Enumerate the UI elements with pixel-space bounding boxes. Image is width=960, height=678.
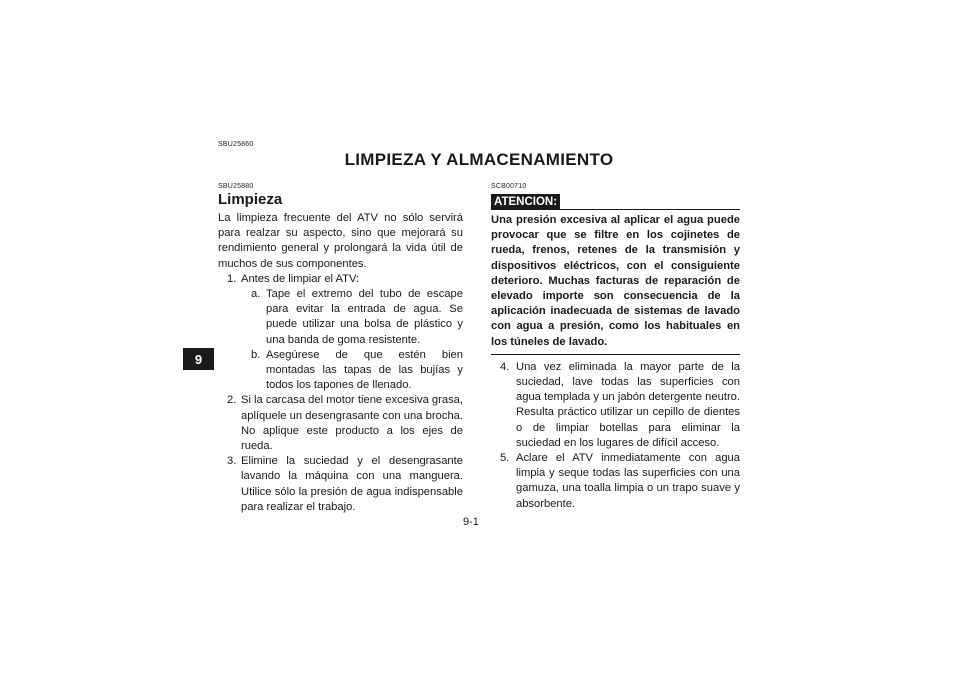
list-item-text: Si la carcasa del motor tiene excesiva grasa, aplíquele un desengrasante con una brocha. No aplique este producto a los ejes de rueda. xyxy=(241,394,463,453)
list-item xyxy=(491,360,740,451)
left-column xyxy=(218,183,463,515)
page-title: LIMPIEZA Y ALMACENAMIENTO xyxy=(344,150,614,169)
sub-list-item-letter: b. xyxy=(251,348,261,361)
list-item-number: 4. xyxy=(500,360,510,373)
list-item-number: 3. xyxy=(227,455,237,468)
list-item xyxy=(491,451,740,512)
sub-list-item xyxy=(218,287,463,348)
section-heading: Limpieza xyxy=(218,191,283,208)
section-code: SBU25860 xyxy=(218,141,254,148)
right-column xyxy=(491,183,740,512)
list-item xyxy=(218,454,463,515)
list-item xyxy=(218,393,463,454)
sub-list-item xyxy=(218,348,463,394)
list-item-text: Aclare el ATV inmediatamente con agua limpia y seque todas las superficies con una gamuza, una toalla limpia o un trapo suave y absorbente. xyxy=(516,452,740,510)
attention-label: ATENCION: xyxy=(491,194,560,210)
intro-paragraph: La limpieza frecuente del ATV no sólo servirá para realzar su aspecto, sino que mejorará su rendimiento general y prolongará la vida útil de muchos de sus componentes. xyxy=(218,212,463,270)
list-item-text: Antes de limpiar el ATV: xyxy=(241,272,360,285)
page-number: 9-1 xyxy=(463,516,479,528)
notice-code: SCB00710 xyxy=(491,183,527,190)
attention-header xyxy=(491,192,740,210)
attention-text: Una presión excesiva al aplicar el agua puede provocar que se filtre en los cojinetes de rueda, frenos, retenes de la transmisión y dispositivos eléctricos, con el consiguiente deterioro. Muchas facturas de reparación de elevado importe son consecuencia de la aplicación inadecuada de sistemas de lavado con agua a presión, como los habituales en los túneles de lavado. xyxy=(491,210,740,355)
list-item-number: 5. xyxy=(500,452,510,465)
subsection-code: SBU25880 xyxy=(218,183,254,190)
list-item-text: Una vez eliminada la mayor parte de la suciedad, lave todas las superficies con agua templada y un jabón detergente neutro. Resulta práctico utilizar un cepillo de dientes o de limpiar botellas para eliminar la suciedad en los lugares de difícil acceso. xyxy=(516,360,740,449)
list-item-text: Elimine la suciedad y el desengrasante lavando la máquina con una manguera. Utilice sólo la presión de agua indispensable para realizar el trabajo. xyxy=(241,455,463,513)
list-item xyxy=(218,272,463,287)
list-item-number: 2. xyxy=(227,394,237,407)
sub-list-item-letter: a. xyxy=(251,288,261,301)
chapter-tab: 9 xyxy=(183,348,214,370)
sub-list-item-text: Tape el extremo del tubo de escape para evitar la entrada de agua. Se puede utilizar una bolsa de plástico y una banda de goma resistente. xyxy=(266,288,463,346)
sub-list-item-text: Asegúrese de que estén bien montadas las tapas de las bujías y todos los tapones de llenado. xyxy=(266,348,463,392)
list-item-number: 1. xyxy=(227,272,237,285)
